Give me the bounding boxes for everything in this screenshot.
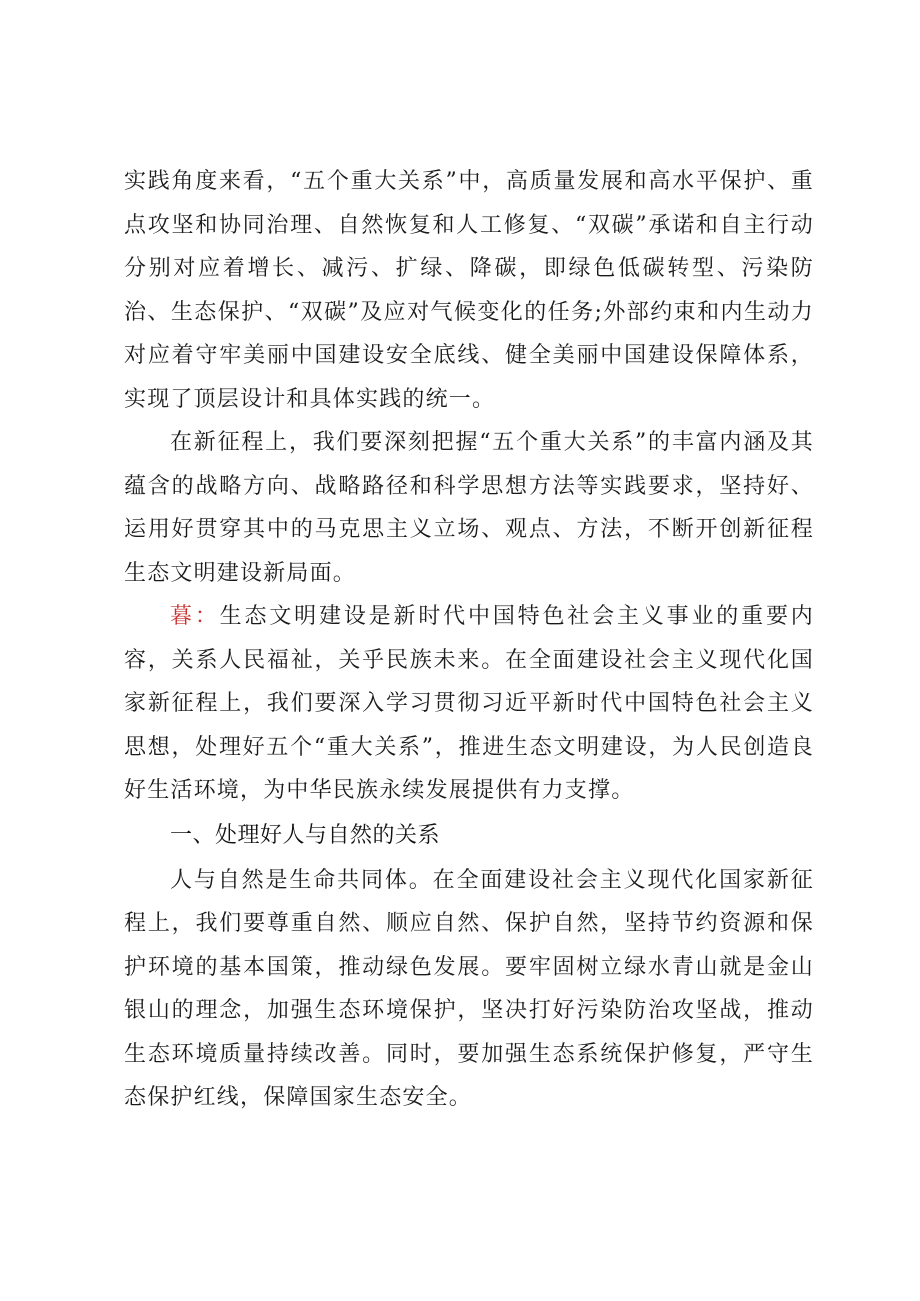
paragraph-ecological-civilization <box>124 595 814 813</box>
paragraph-lead-marker: 暮： <box>170 604 220 629</box>
paragraph-ecological-civilization-text: 生态文明建设是新时代中国特色社会主义事业的重要内容，关系人民福祉，关乎民族未来。在全面建设社会主义现代化国家新征程上，我们要深入学习贯彻习近平新时代中国特色社会主义思想，处理好五个“重大关系”，推进生态文明建设，为人民创造良好生活环境，为中华民族永续发展提供有力支撑。 <box>124 604 814 803</box>
document-body <box>124 160 814 1120</box>
paragraph-human-nature: 人与自然是生命共同体。在全面建设社会主义现代化国家新征程上，我们要尊重自然、顺应自然、保护自然，坚持节约资源和保护环境的基本国策，推动绿色发展。要牢固树立绿水青山就是金山银山的理念，加强生态环境保护，坚决打好污染防治攻坚战，推动生态环境质量持续改善。同时，要加强生态系统保护修复，严守生态保护红线，保障国家生态安全。 <box>124 867 814 1110</box>
paragraph-continued: 实践角度来看，“五个重大关系”中，高质量发展和高水平保护、重点攻坚和协同治理、自然恢复和人工修复、“双碳”承诺和自主行动分别对应着增长、减污、扩绿、降碳，即绿色低碳转型、污染防治、生态保护、“双碳”及应对气候变化的任务;外部约束和内生动力对应着守牢美丽中国建设安全底线、健全美丽中国建设保障体系，实现了顶层设计和具体实践的统一。 <box>124 169 814 412</box>
section-heading: 一、处理好人与自然的关系 <box>170 822 441 848</box>
paragraph-new-journey: 在新征程上，我们要深刻把握“五个重大关系”的丰富内涵及其蕴含的战略方向、战略路径和科学思想方法等实践要求，坚持好、运用好贯穿其中的马克思主义立场、观点、方法，不断开创新征程生态文明建设新局面。 <box>124 430 814 586</box>
